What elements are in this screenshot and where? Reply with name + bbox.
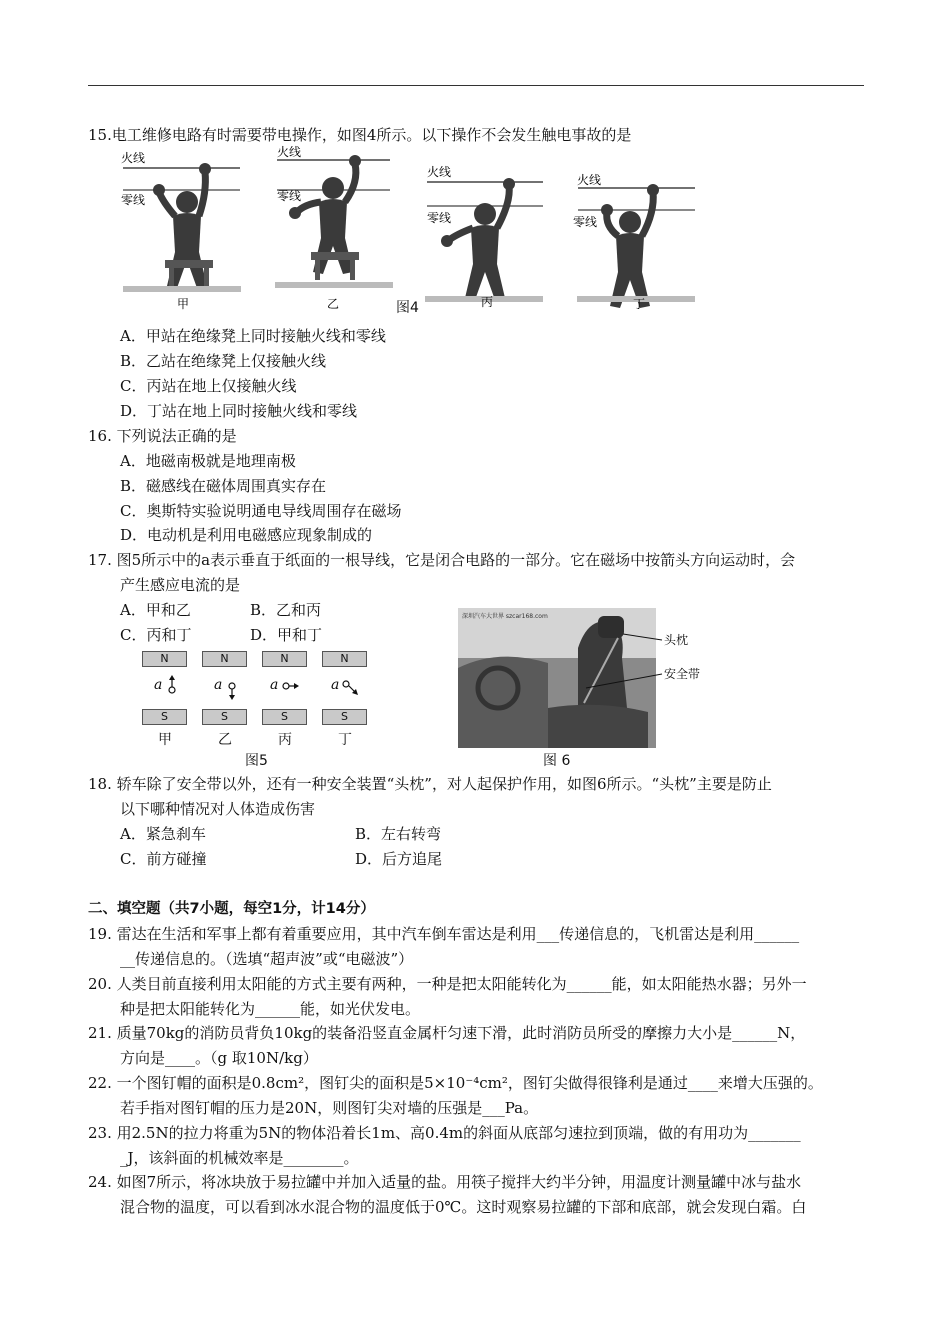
fig4-panel-bing [425,164,543,309]
magnet-south: S [202,709,247,725]
q16-option-a: A．地磁南极就是地理南极 [120,452,296,470]
svg-text:乙: 乙 [327,297,340,311]
q24-line2: 混合物的温度，可以看到冰水混合物的温度低于0℃。这时观察易拉罐的下部和底部，就会发现白霜。白 [120,1198,807,1216]
q18-stem-line2: 以下哪种情况对人体造成伤害 [120,800,316,818]
q17-stem-line1: 17. 图5所示中的a表示垂直于纸面的一根导线，它是闭合电路的一部分。它在磁场中按箭头方向运动时，会 [88,551,796,569]
q15-stem: 15.电工维修电路有时需要带电操作，如图4所示。以下操作不会发生触电事故的是 [88,126,632,144]
q18-option-b: B．左右转弯 [355,825,442,843]
q16-option-b: B．磁感线在磁体周围真实存在 [120,477,327,495]
wire-label: a [154,677,163,693]
q21-line2: 方向是____。（g 取10N/kg） [120,1049,318,1067]
q15-option-d: D．丁站在地上同时接触火线和零线 [120,402,358,420]
q19-line1: 19. 雷达在生活和军事上都有着重要应用，其中汽车倒车雷达是利用___传递信息的，飞机雷达是利用______ [88,925,800,943]
fig4-caption: 图4 [396,300,419,316]
q23-line1: 23. 用2.5N的拉力将重为5N的物体沿着长1m、高0.4m的斜面从底部匀速拉到顶端，做的有用功为_______ [88,1124,801,1142]
q22-line1: 22. 一个图钉帽的面积是0.8cm²，图钉尖的面积是5×10⁻⁴cm²，图钉尖做得很锋利是通过____来增大压强的。 [88,1074,823,1092]
svg-text:火线: 火线 [427,165,452,179]
q18-option-d: D．后方追尾 [355,850,443,868]
magnet-south: S [322,709,367,725]
q17-option-b: B．乙和丙 [250,601,322,619]
q16-option-c: C．奥斯特实验说明通电导线周围存在磁场 [120,502,402,520]
figure-4 [115,142,705,320]
fig4-neutral-label: 零线 [121,193,146,207]
q21-line1: 21. 质量70kg的消防员背负10kg的装备沿竖直金属杆匀速下滑，此时消防员所受的摩擦力大小是______N， [88,1024,806,1042]
fig4-panel-jia [121,150,241,311]
motion-arrows [160,672,370,702]
q16-stem: 16. 下列说法正确的是 [88,427,237,445]
magnet-north: N [142,651,187,667]
figure-6-car-seat [458,608,708,748]
fig4-panel-yi [275,144,393,311]
q23-line2: _J，该斜面的机械效率是________。 [120,1149,359,1167]
svg-text:零线: 零线 [427,211,452,225]
magnet-north: N [262,651,307,667]
svg-text:零线: 零线 [573,215,598,229]
magnet-south: S [142,709,187,725]
wire-label: a [214,677,223,693]
q17-stem-line2: 产生感应电流的是 [120,576,241,594]
fig5-caption: 图5 [245,753,268,769]
fig5-panel-label: 甲 [158,732,172,748]
magnet-north: N [322,651,367,667]
svg-text:丙: 丙 [481,295,494,309]
q19-line2: __传递信息的。（选填“超声波”或“电磁波”） [120,950,414,968]
q16-option-d: D．电动机是利用电磁感应现象制成的 [120,526,373,544]
q22-line2: 若手指对图钉帽的压力是20N，则图钉尖对墙的压强是___Pa。 [120,1099,539,1117]
q18-option-c: C．前方碰撞 [120,850,207,868]
q18-option-a: A．紧急刹车 [120,825,206,843]
fig6-seatbelt-label: 安全带 [664,667,701,681]
magnet-south: S [262,709,307,725]
q15-option-b: B．乙站在绝缘凳上仅接触火线 [120,352,327,370]
q24-line1: 24. 如图7所示，将冰块放于易拉罐中并加入适量的盐。用筷子搅拌大约半分钟，用温度计测量罐中冰与盐水 [88,1173,802,1191]
q20-line2: 种是把太阳能转化为______能，如光伏发电。 [120,1000,421,1018]
fig6-watermark: 深圳汽车大世界 szcar168.com [462,613,548,620]
q17-option-a: A．甲和乙 [120,601,191,619]
fig5-panel-label: 乙 [218,732,232,748]
fig5-panel-label: 丁 [338,732,352,748]
q18-stem-line1: 18. 轿车除了安全带以外，还有一种安全装置“头枕”，对人起保护作用，如图6所示。“头枕”主要是防止 [88,775,772,793]
q17-option-c: C．丙和丁 [120,626,192,644]
wire-label: a [270,677,279,693]
wire-label: a [331,677,340,693]
fig5-panel-label: 丙 [278,732,292,748]
fig4-panel-ding [573,172,695,311]
svg-text:丁: 丁 [633,297,646,311]
q17-option-d: D．甲和丁 [250,626,323,644]
fig4-panel-label: 甲 [177,297,190,311]
section2-title: 二、填空题（共7小题，每空1分，计14分） [88,901,375,917]
fig6-headrest-label: 头枕 [664,633,689,647]
svg-text:火线: 火线 [577,173,602,187]
q15-option-c: C．丙站在地上仅接触火线 [120,377,297,395]
fig6-caption: 图 6 [543,753,571,769]
q15-option-a: A．甲站在绝缘凳上同时接触火线和零线 [120,327,386,345]
svg-text:零线: 零线 [277,189,302,203]
q20-line1: 20. 人类目前直接利用太阳能的方式主要有两种，一种是把太阳能转化为______能，如太阳能热水器；另外一 [88,975,807,993]
header-rule [88,85,864,86]
svg-text:火线: 火线 [277,145,302,159]
fig4-live-label: 火线 [121,151,146,165]
magnet-north: N [202,651,247,667]
